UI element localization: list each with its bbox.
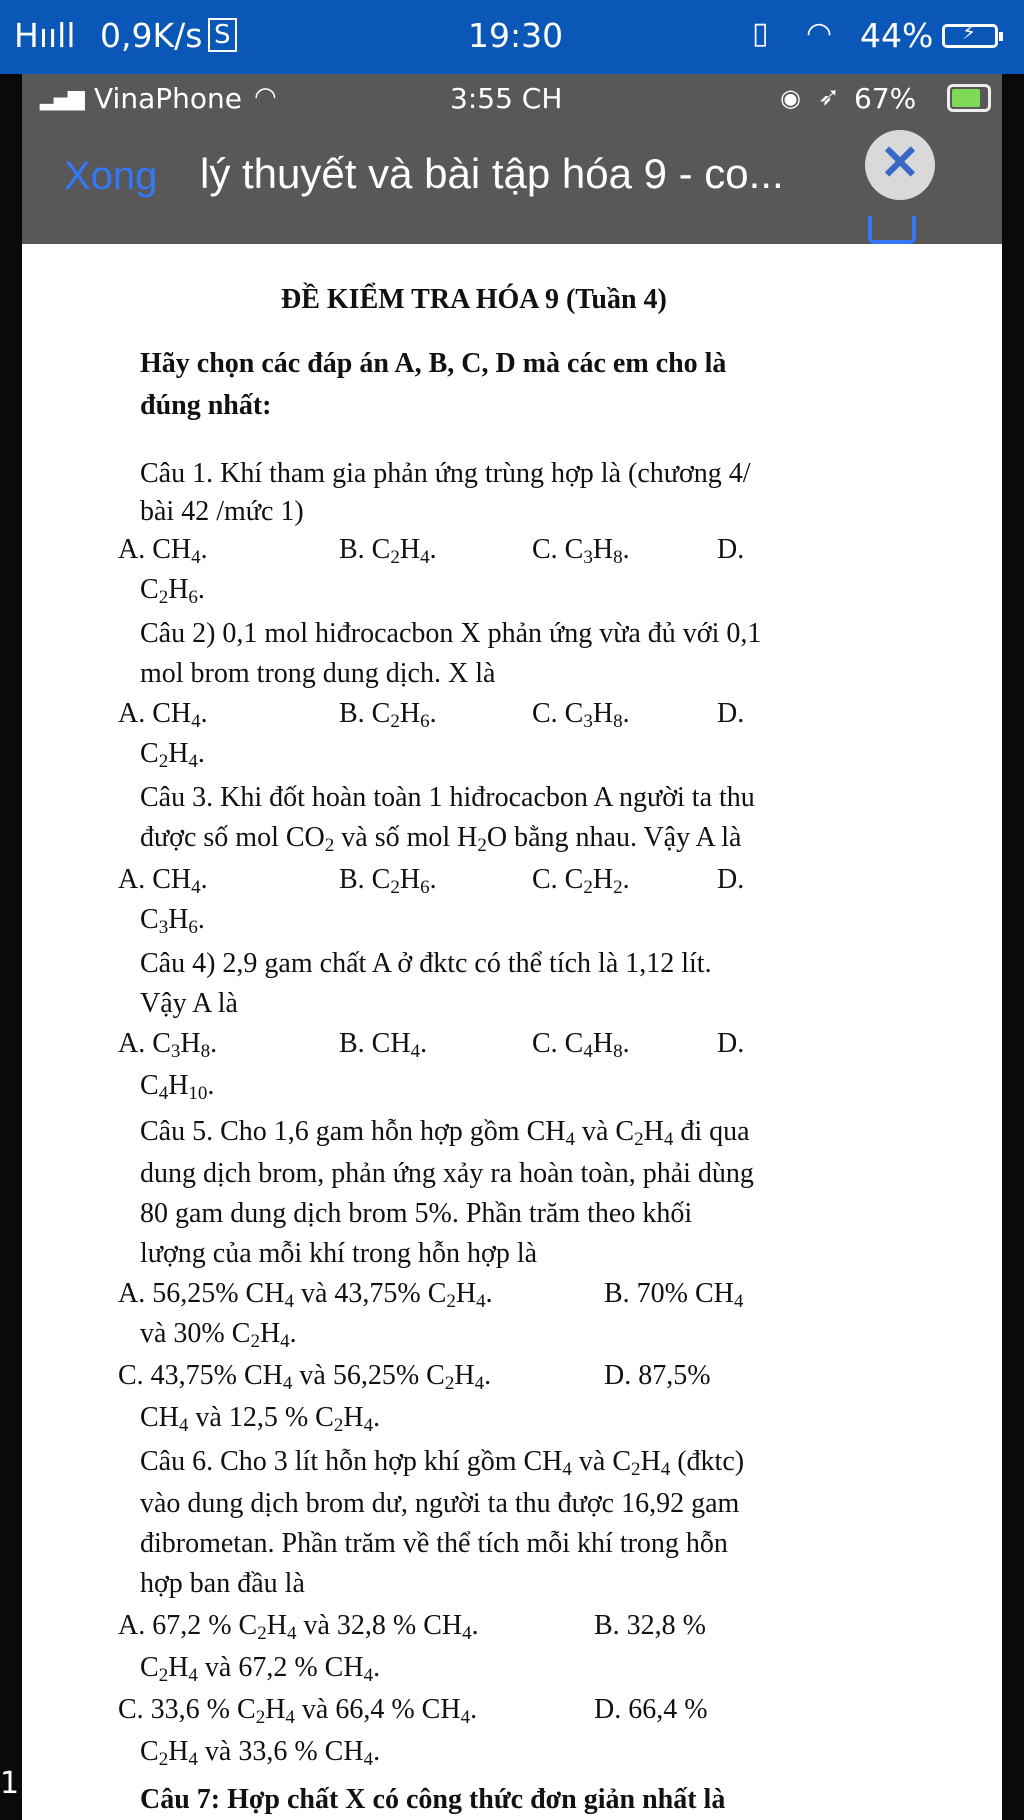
q5-option-a: A. 56,25% $CH_4$ và 43,75% $C_2H_4$.	[118, 1278, 493, 1312]
question-6-line-4: hợp ban đầu là	[140, 1568, 305, 1599]
question-7-line-1: Câu 7: Hợp chất X có công thức đơn giản nhất là	[140, 1784, 726, 1815]
battery-icon: ⚡	[942, 24, 998, 48]
q2-option-d-value: $C_2H_4$.	[140, 738, 205, 772]
inner-clock: 3:55 CH	[450, 82, 563, 115]
vibrate-icon: ▯	[752, 16, 769, 51]
wifi-icon: ◠	[254, 82, 277, 112]
q2-option-a: A. $CH_4$.	[118, 698, 208, 732]
question-1-line-1: Câu 1. Khí tham gia phản ứng trùng hợp là (chương 4/	[140, 458, 751, 489]
q3-option-d-value: $C_3H_6$.	[140, 904, 205, 938]
page-number: 1	[0, 1766, 20, 1801]
question-3-line-2: được số mol $CO_2$ và số mol $H_2O$ bằng nhau. Vậy A là	[140, 822, 742, 856]
q3-option-a: A. $CH_4$.	[118, 864, 208, 898]
q4-option-d: D.	[717, 1028, 745, 1059]
q2-option-b: B. $C_2H_6$.	[339, 698, 437, 732]
q2-option-c: C. $C_3H_8$.	[532, 698, 630, 732]
q4-option-c: C. $C_4H_8$.	[532, 1028, 630, 1062]
q4-option-d-value: $C_4H_{10}$.	[140, 1070, 215, 1104]
q6-option-a: A. 67,2 % $C_2H_4$ và 32,8 % $CH_4$.	[118, 1610, 479, 1644]
signal-indicator: Hııll	[14, 16, 76, 55]
question-5-line-3: 80 gam dung dịch brom 5%. Phần trăm theo khối	[140, 1198, 693, 1229]
inner-status-bar	[22, 74, 1002, 126]
q2-option-d: D.	[717, 698, 745, 729]
q4-option-a: A. $C_3H_8$.	[118, 1028, 218, 1062]
question-6-line-1: Câu 6. Cho 3 lít hỗn hợp khí gồm $CH_4$ và $C_2H_4$ (đktc)	[140, 1446, 745, 1480]
question-4-line-2: Vậy A là	[140, 988, 238, 1019]
q5-option-b: B. 70% $CH_4$	[604, 1278, 744, 1312]
ios-screenshot	[22, 74, 1002, 1820]
charging-battery-icon	[947, 84, 991, 112]
carrier-name: VinaPhone	[94, 82, 242, 115]
q1-option-b: B. $C_2H_4$.	[339, 534, 437, 568]
q1-option-a: A. $CH_4$.	[118, 534, 208, 568]
q6-option-d-cont: $C_2H_4$ và 33,6 % $CH_4$.	[140, 1736, 381, 1770]
q1-option-d-value: $C_2H_6$.	[140, 574, 205, 608]
rotation-lock-icon: ◉	[780, 84, 801, 112]
close-icon: ✕	[879, 137, 921, 190]
q3-option-c: C. $C_2H_2$.	[532, 864, 630, 898]
question-3-line-1: Câu 3. Khi đốt hoàn toàn 1 hiđrocacbon A người ta thu	[140, 782, 755, 813]
location-icon: ➶	[818, 82, 840, 112]
document-nav-bar	[22, 126, 1002, 244]
q6-option-d: D. 66,4 %	[594, 1694, 708, 1725]
question-6-line-3: đibrometan. Phần trăm về thể tích mỗi khí trong hỗn	[140, 1528, 728, 1559]
document-page	[22, 244, 1002, 1820]
question-5-line-4: lượng của mỗi khí trong hỗn hợp là	[140, 1238, 538, 1269]
question-5-line-1: Câu 5. Cho 1,6 gam hỗn hợp gồm $CH_4$ và $C_2H_4$ đi qua	[140, 1116, 750, 1150]
question-4-line-1: Câu 4) 2,9 gam chất A ở đktc có thể tích là 1,12 lít.	[140, 948, 712, 979]
q4-option-b: B. $CH_4$.	[339, 1028, 428, 1062]
network-speed: 0,9K/s	[100, 16, 203, 55]
wifi-icon: ◠	[806, 16, 833, 51]
q5-option-d-cont: $CH_4$ và 12,5 % $C_2H_4$.	[140, 1402, 381, 1436]
q6-option-b-cont: $C_2H_4$ và 67,2 % $CH_4$.	[140, 1652, 381, 1686]
q5-option-d: D. 87,5%	[604, 1360, 711, 1391]
inner-battery-percent: 67%	[854, 82, 917, 115]
q1-option-c: C. $C_3H_8$.	[532, 534, 630, 568]
outer-status-bar	[0, 0, 1024, 74]
cellular-signal-icon: ▂▄▆	[40, 86, 82, 111]
question-5-line-2: dung dịch brom, phản ứng xảy ra hoàn toàn, phải dùng	[140, 1158, 754, 1189]
instruction-line-1: Hãy chọn các đáp án A, B, C, D mà các em cho là	[140, 348, 727, 379]
question-1-line-2: bài 42 /mức 1)	[140, 496, 304, 527]
clock: 19:30	[468, 16, 564, 55]
exam-title: ĐỀ KIỂM TRA HÓA 9 (Tuần 4)	[281, 284, 667, 315]
q5-option-b-cont: và 30% $C_2H_4$.	[140, 1318, 297, 1352]
battery-percent: 44%	[860, 16, 934, 55]
document-title: lý thuyết và bài tập hóa 9 - co...	[200, 150, 784, 197]
instruction-line-2: đúng nhất:	[140, 390, 272, 421]
q3-option-d: D.	[717, 864, 745, 895]
question-6-line-2: vào dung dịch brom dư, người ta thu được 16,92 gam	[140, 1488, 740, 1519]
screenshot-icon: S	[208, 18, 237, 52]
question-2-line-1: Câu 2) 0,1 mol hiđrocacbon X phản ứng vừa đủ với 0,1	[140, 618, 762, 649]
question-2-line-2: mol brom trong dung dịch. X là	[140, 658, 496, 689]
done-button[interactable]: Xong	[64, 154, 158, 198]
share-icon[interactable]	[868, 216, 916, 244]
q3-option-b: B. $C_2H_6$.	[339, 864, 437, 898]
q6-option-c: C. 33,6 % $C_2H_4$ và 66,4 % $CH_4$.	[118, 1694, 478, 1728]
q6-option-b: B. 32,8 %	[594, 1610, 706, 1641]
close-button[interactable]	[865, 130, 935, 200]
q5-option-c: C. 43,75% $CH_4$ và 56,25% $C_2H_4$.	[118, 1360, 492, 1394]
q1-option-d: D.	[717, 534, 745, 565]
